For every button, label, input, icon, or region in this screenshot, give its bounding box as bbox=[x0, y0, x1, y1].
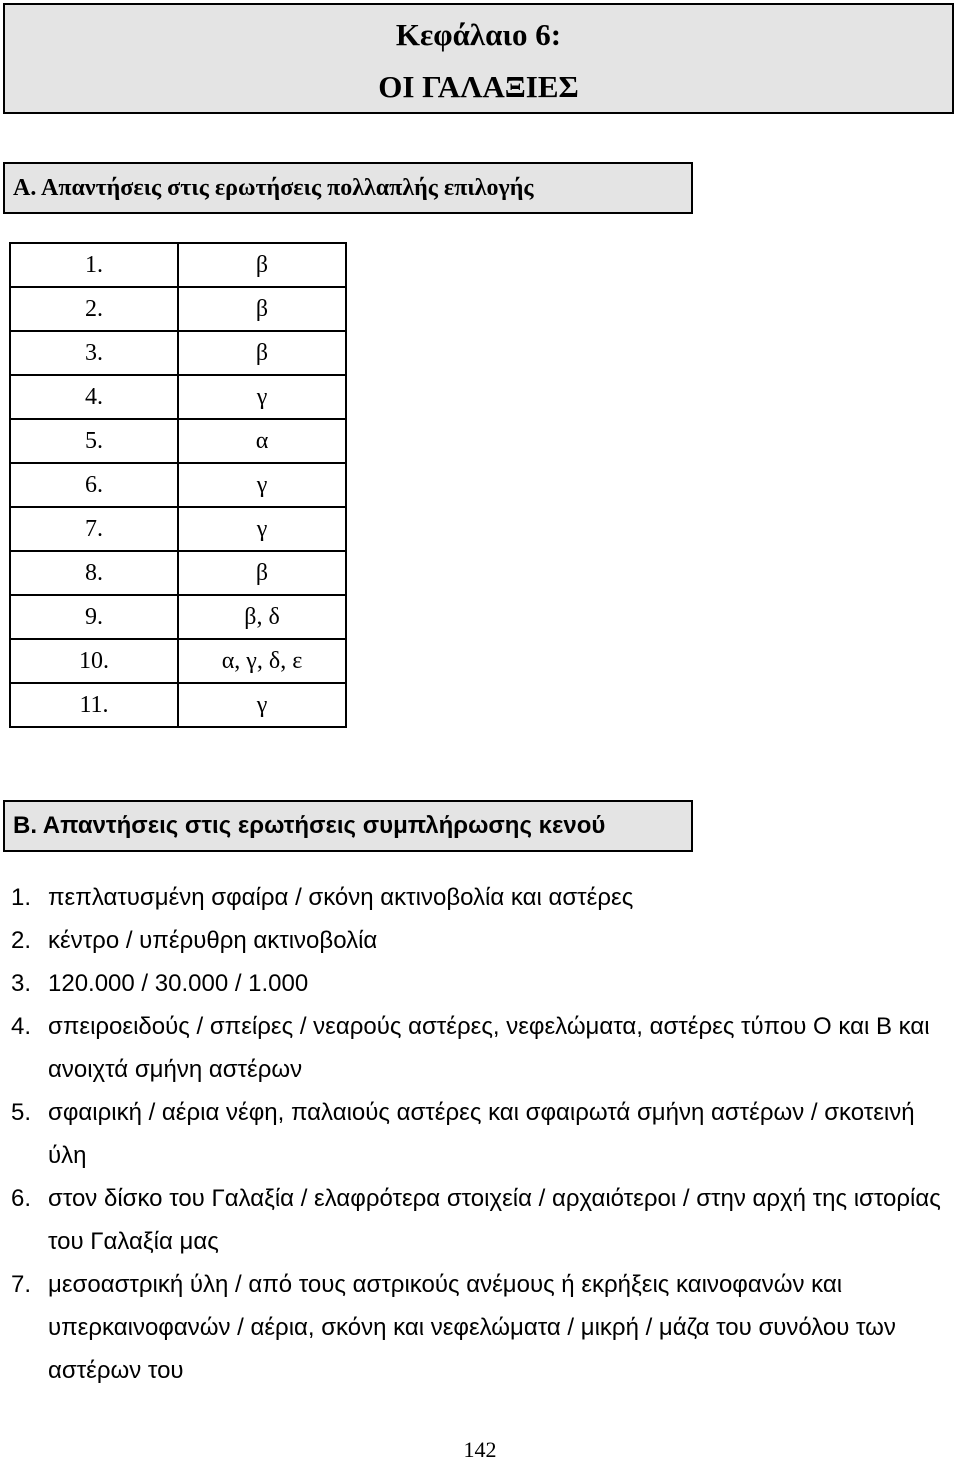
question-number-cell: 4. bbox=[10, 375, 178, 419]
item-text: σφαιρική / αέρια νέφη, παλαιούς αστέρες και σφαιρωτά σμήνη αστέρων / σκοτεινή ύλη bbox=[48, 1099, 915, 1169]
chapter-subtitle: ΟΙ ΓΑΛΑΞΙΕΣ bbox=[378, 69, 579, 104]
list-item bbox=[11, 1263, 956, 1392]
page-number: 142 bbox=[463, 1437, 497, 1462]
section-a-heading: Α. Απαντήσεις στις ερωτήσεις πολλαπλής επιλογής bbox=[3, 162, 693, 214]
item-number: 6. bbox=[11, 1185, 32, 1212]
answer-cell: γ bbox=[178, 683, 346, 727]
list-item bbox=[11, 919, 956, 962]
item-number: 4. bbox=[11, 1013, 32, 1040]
question-number-cell: 9. bbox=[10, 595, 178, 639]
item-text: στον δίσκο του Γαλαξία / ελαφρότερα στοιχεία / αρχαιότεροι / στην αρχή της ιστορίας του Γαλαξία μας bbox=[48, 1185, 941, 1255]
chapter-title-box bbox=[3, 3, 954, 114]
table-row bbox=[10, 463, 346, 507]
answer-cell: β bbox=[178, 331, 346, 375]
answer-cell: β, δ bbox=[178, 595, 346, 639]
answer-cell: β bbox=[178, 243, 346, 287]
item-number: 2. bbox=[11, 927, 32, 954]
table-row bbox=[10, 375, 346, 419]
list-item bbox=[11, 1005, 956, 1091]
item-text: σπειροειδούς / σπείρες / νεαρούς αστέρες, νεφελώματα, αστέρες τύπου Ο και Β και ανοιχτά σμήνη αστέρων bbox=[48, 1013, 930, 1083]
list-item bbox=[11, 1091, 956, 1177]
question-number-cell: 8. bbox=[10, 551, 178, 595]
table-row bbox=[10, 287, 346, 331]
table-row bbox=[10, 639, 346, 683]
fill-in-answer-list bbox=[11, 876, 956, 1392]
item-text: μεσοαστρική ύλη / από τους αστρικούς ανέμους ή εκρήξεις καινοφανών και υπερκαινοφανών / αέρια, σκόνη και νεφελώματα / μικρή / μάζα του συνόλου των αστέρων του bbox=[48, 1271, 896, 1384]
chapter-title: Κεφάλαιο 6: bbox=[395, 17, 562, 52]
question-number-cell: 5. bbox=[10, 419, 178, 463]
item-text: 120.000 / 30.000 / 1.000 bbox=[48, 970, 309, 997]
list-item bbox=[11, 962, 956, 1005]
answer-cell: γ bbox=[178, 507, 346, 551]
question-number-cell: 7. bbox=[10, 507, 178, 551]
list-item bbox=[11, 1177, 956, 1263]
question-number-cell: 3. bbox=[10, 331, 178, 375]
question-number-cell: 2. bbox=[10, 287, 178, 331]
question-number-cell: 1. bbox=[10, 243, 178, 287]
table-row bbox=[10, 507, 346, 551]
table-row bbox=[10, 419, 346, 463]
list-item bbox=[11, 876, 956, 919]
table-row bbox=[10, 595, 346, 639]
item-number: 1. bbox=[11, 884, 32, 911]
answer-cell: α, γ, δ, ε bbox=[178, 639, 346, 683]
item-number: 3. bbox=[11, 970, 32, 997]
item-text: πεπλατυσμένη σφαίρα / σκόνη ακτινοβολία και αστέρες bbox=[48, 884, 634, 911]
answer-cell: β bbox=[178, 551, 346, 595]
question-number-cell: 11. bbox=[10, 683, 178, 727]
table-row bbox=[10, 551, 346, 595]
question-number-cell: 6. bbox=[10, 463, 178, 507]
multiple-choice-answer-table bbox=[9, 242, 347, 728]
item-number: 7. bbox=[11, 1271, 32, 1298]
answer-cell: α bbox=[178, 419, 346, 463]
item-number: 5. bbox=[11, 1099, 32, 1126]
answer-cell: γ bbox=[178, 375, 346, 419]
section-b-heading: Β. Απαντήσεις στις ερωτήσεις συμπλήρωσης κενού bbox=[3, 800, 693, 852]
item-text: κέντρο / υπέρυθρη ακτινοβολία bbox=[48, 927, 378, 954]
answer-cell: β bbox=[178, 287, 346, 331]
table-row bbox=[10, 243, 346, 287]
table-row bbox=[10, 683, 346, 727]
table-row bbox=[10, 331, 346, 375]
answer-cell: γ bbox=[178, 463, 346, 507]
question-number-cell: 10. bbox=[10, 639, 178, 683]
